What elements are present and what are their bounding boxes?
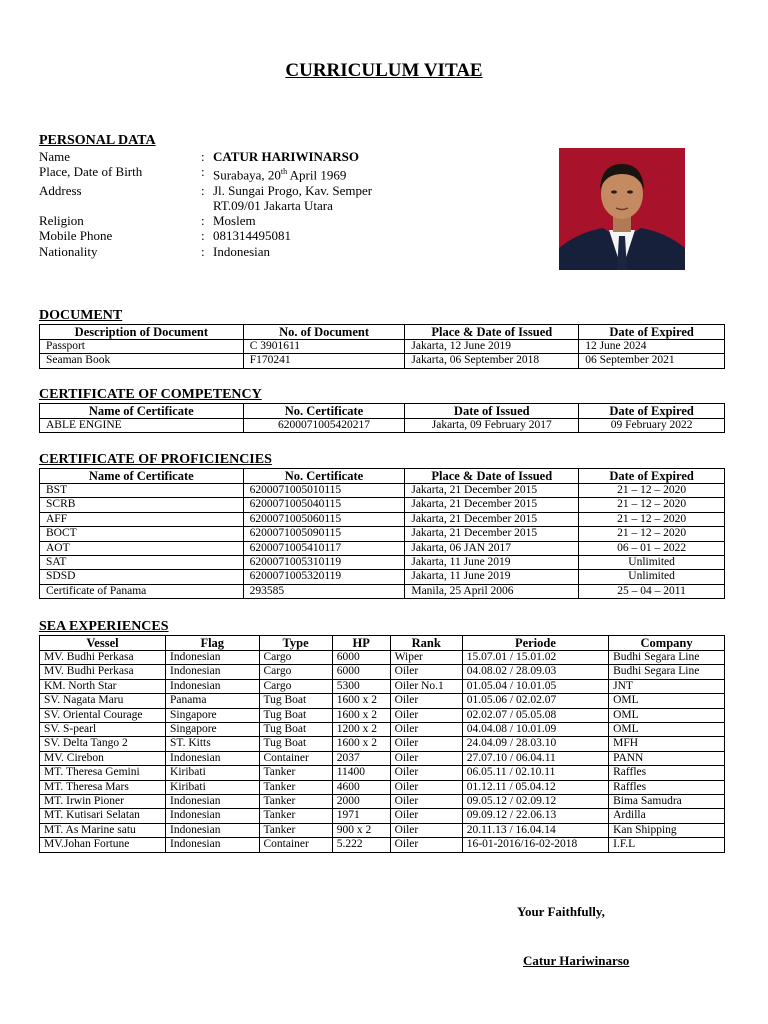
table-cell: 04.08.02 / 28.09.03 [462,665,608,679]
table-cell: 21 – 12 – 2020 [579,527,725,541]
table-cell: Ardilla [609,809,725,823]
table-cell: 06 – 01 – 2022 [579,541,725,555]
table-cell: Oiler [390,737,462,751]
table-cell: Cargo [259,679,332,693]
table-row [40,795,725,809]
person-portrait-icon [559,148,685,270]
table-cell: Oiler [390,795,462,809]
table-cell: Jakarta, 09 February 2017 [405,419,579,433]
closing-text: Your Faithfully, [517,904,605,919]
document-heading: DOCUMENT [39,308,123,323]
table-cell: 1971 [332,809,390,823]
sea-heading: SEA EXPERIENCES [39,619,169,634]
table-cell: Jakarta, 21 December 2015 [405,498,579,512]
table-cell: Tug Boat [259,737,332,751]
table-cell: PANN [609,751,725,765]
table-cell: Passport [40,340,244,354]
table-cell: Container [259,838,332,852]
value-phone: 081314495081 [213,228,291,244]
table-cell: 06.05.11 / 02.10.11 [462,766,608,780]
table-cell: 6200071005320119 [243,570,405,584]
table-cell: MT. Theresa Gemini [40,766,166,780]
table-cell: 09.05.12 / 02.09.12 [462,795,608,809]
personal-row-name: Name : CATUR HARIWINARSO [39,149,413,164]
col-header: HP [332,636,390,651]
table-cell: 5.222 [332,838,390,852]
table-cell: 2000 [332,795,390,809]
table-cell: 6200071005060115 [243,512,405,526]
table-cell: OML [609,708,725,722]
table-cell: SDSD [40,570,244,584]
col-header: Date of Issued [405,404,579,419]
col-header: No. Certificate [243,404,405,419]
table-header-row [40,325,725,340]
table-cell: Oiler No.1 [390,679,462,693]
table-cell: Indonesian [166,679,260,693]
table-cell: Oiler [390,751,462,765]
table-cell: KM. North Star [40,679,166,693]
table-row [40,498,725,512]
table-row [40,708,725,722]
table-cell: Kiribati [166,780,260,794]
table-row [40,584,725,598]
table-row [40,766,725,780]
table-cell: OML [609,694,725,708]
table-cell: Unlimited [579,570,725,584]
table-cell: Raffles [609,766,725,780]
table-cell: Jakarta, 11 June 2019 [405,570,579,584]
label-phone: Mobile Phone [39,228,113,244]
table-row [40,679,725,693]
table-cell: SV. Nagata Maru [40,694,166,708]
table-cell: Tanker [259,780,332,794]
col-header: Type [259,636,332,651]
profile-photo [559,148,685,270]
personal-row-birth: Place, Date of Birth : Surabaya, 20th April 1969 [39,164,413,183]
table-row [40,527,725,541]
document-table [39,324,725,369]
col-header: Date of Expired [579,325,725,340]
col-header: Place & Date of Issued [405,325,579,340]
table-cell: F170241 [243,354,405,368]
table-cell: 900 x 2 [332,823,390,837]
table-cell: 6200071005040115 [243,498,405,512]
table-row [40,484,725,498]
table-cell: 06 September 2021 [579,354,725,368]
table-cell: I.F.L [609,838,725,852]
table-cell: 1200 x 2 [332,723,390,737]
table-cell: MT. As Marine satu [40,823,166,837]
table-cell: SAT [40,556,244,570]
table-cell: 15.07.01 / 15.01.02 [462,651,608,665]
table-cell: Oiler [390,665,462,679]
table-cell: Cargo [259,665,332,679]
table-cell: Panama [166,694,260,708]
table-cell: 6200071005090115 [243,527,405,541]
table-row [40,838,725,852]
table-cell: Bima Samudra [609,795,725,809]
table-cell: C 3901611 [243,340,405,354]
table-cell: 21 – 12 – 2020 [579,484,725,498]
table-cell: Tug Boat [259,694,332,708]
table-cell: 4600 [332,780,390,794]
table-row [40,751,725,765]
table-row [40,556,725,570]
table-cell: Oiler [390,780,462,794]
table-cell: Tug Boat [259,723,332,737]
table-row [40,651,725,665]
table-cell: MV.Johan Fortune [40,838,166,852]
table-cell: BST [40,484,244,498]
table-cell: MV. Budhi Perkasa [40,665,166,679]
table-cell: MT. Theresa Mars [40,780,166,794]
table-row [40,809,725,823]
table-cell: Indonesian [166,665,260,679]
table-cell: 11400 [332,766,390,780]
table-cell: Oiler [390,838,462,852]
table-cell: 09 February 2022 [579,419,725,433]
table-cell: 293585 [243,584,405,598]
personal-row-religion: Religion : Moslem [39,213,413,228]
table-cell: 25 – 04 – 2011 [579,584,725,598]
table-cell: SV. S-pearl [40,723,166,737]
table-cell: Seaman Book [40,354,244,368]
table-cell: 21 – 12 – 2020 [579,512,725,526]
personal-data-heading: PERSONAL DATA [39,133,156,148]
col-header: Vessel [40,636,166,651]
table-cell: Indonesian [166,838,260,852]
table-cell: 01.12.11 / 05.04.12 [462,780,608,794]
table-cell: Wiper [390,651,462,665]
table-cell: Tanker [259,823,332,837]
sea-experience-table [39,635,725,853]
table-cell: 1600 x 2 [332,694,390,708]
col-header: Date of Expired [579,404,725,419]
table-cell: 01.05.04 / 10.01.05 [462,679,608,693]
coc-table [39,403,725,433]
page-title: CURRICULUM VITAE [285,60,483,81]
table-cell: Jakarta, 21 December 2015 [405,527,579,541]
table-row [40,541,725,555]
table-cell: SCRB [40,498,244,512]
table-cell: 6200071005310119 [243,556,405,570]
table-cell: 24.04.09 / 28.03.10 [462,737,608,751]
table-cell: 6200071005420217 [243,419,405,433]
value-name: CATUR HARIWINARSO [213,149,360,164]
table-cell: 02.02.07 / 05.05.08 [462,708,608,722]
col-header: Place & Date of Issued [405,469,579,484]
table-cell: Indonesian [166,795,260,809]
table-row [40,823,725,837]
table-cell: 21 – 12 – 2020 [579,498,725,512]
table-cell: Oiler [390,766,462,780]
table-cell: MV. Budhi Perkasa [40,651,166,665]
table-cell: Oiler [390,694,462,708]
table-cell: BOCT [40,527,244,541]
col-header: Name of Certificate [40,469,244,484]
table-cell: Indonesian [166,651,260,665]
table-cell: AFF [40,512,244,526]
table-cell: JNT [609,679,725,693]
table-cell: Kan Shipping [609,823,725,837]
value-religion: Moslem [213,213,256,229]
value-birth: Surabaya, 20th April 1969 [213,167,347,183]
table-cell: Oiler [390,723,462,737]
col-header: Rank [390,636,462,651]
table-cell: 6200071005010115 [243,484,405,498]
table-cell: Cargo [259,651,332,665]
table-cell: Jakarta, 06 September 2018 [405,354,579,368]
table-row [40,419,725,433]
table-cell: 16-01-2016/16-02-2018 [462,838,608,852]
table-row [40,570,725,584]
table-cell: 20.11.13 / 16.04.14 [462,823,608,837]
table-cell: Oiler [390,708,462,722]
col-header: No. of Document [243,325,405,340]
table-cell: 12 June 2024 [579,340,725,354]
table-cell: Budhi Segara Line [609,665,725,679]
value-address: Jl. Sungai Progo, Kav. Semper [213,182,373,198]
table-cell: Indonesian [166,823,260,837]
personal-row-address: Address : Jl. Sungai Progo, Kav. Semper [39,183,413,198]
table-cell: Kiribati [166,766,260,780]
table-cell: 01.05.06 / 02.02.07 [462,694,608,708]
table-cell: Indonesian [166,809,260,823]
label-birth: Place, Date of Birth [39,164,143,180]
table-cell: Jakarta, 21 December 2015 [405,484,579,498]
table-cell: Jakarta, 11 June 2019 [405,556,579,570]
table-cell: ST. Kitts [166,737,260,751]
label-address: Address [39,182,82,198]
table-cell: Jakarta, 21 December 2015 [405,512,579,526]
table-cell: Oiler [390,823,462,837]
col-header: Description of Document [40,325,244,340]
table-row [40,694,725,708]
table-row [40,780,725,794]
table-cell: Singapore [166,708,260,722]
cop-table [39,468,725,599]
value-nationality: Indonesian [213,243,271,259]
coc-heading: CERTIFICATE OF COMPETENCY [39,387,262,402]
table-cell: 04.04.08 / 10.01.09 [462,723,608,737]
table-header-row [40,469,725,484]
table-cell: Manila, 25 April 2006 [405,584,579,598]
table-cell: SV. Delta Tango 2 [40,737,166,751]
table-cell: Budhi Segara Line [609,651,725,665]
col-header: Periode [462,636,608,651]
table-cell: SV. Oriental Courage [40,708,166,722]
personal-data-block [39,149,413,259]
label-religion: Religion [39,213,84,229]
value-address-2: RT.09/01 Jakarta Utara [213,197,333,213]
table-cell: Certificate of Panama [40,584,244,598]
cop-heading: CERTIFICATE OF PROFICIENCIES [39,452,272,467]
table-cell: MV. Cirebon [40,751,166,765]
table-cell: OML [609,723,725,737]
table-cell: Jakarta, 06 JAN 2017 [405,541,579,555]
table-row [40,354,725,368]
table-cell: MT. Irwin Pioner [40,795,166,809]
table-cell: MT. Kutisari Selatan [40,809,166,823]
table-cell: Container [259,751,332,765]
table-cell: 5300 [332,679,390,693]
table-cell: Tanker [259,795,332,809]
table-cell: 6000 [332,651,390,665]
table-header-row [40,404,725,419]
table-cell: Tug Boat [259,708,332,722]
personal-row-phone: Mobile Phone : 081314495081 [39,228,413,243]
table-cell: Raffles [609,780,725,794]
table-header-row [40,636,725,651]
table-row [40,340,725,354]
table-cell: ABLE ENGINE [40,419,244,433]
personal-row-address-2 [39,198,413,213]
table-cell: Indonesian [166,751,260,765]
table-row [40,723,725,737]
table-cell: Oiler [390,809,462,823]
table-cell: 6000 [332,665,390,679]
table-cell: MFH [609,737,725,751]
signature-name: Catur Hariwinarso [523,953,630,968]
table-cell: Jakarta, 12 June 2019 [405,340,579,354]
table-cell: 27.07.10 / 06.04.11 [462,751,608,765]
table-cell: 1600 x 2 [332,737,390,751]
table-cell: Singapore [166,723,260,737]
table-row [40,665,725,679]
table-row [40,512,725,526]
col-header: No. Certificate [243,469,405,484]
col-header: Date of Expired [579,469,725,484]
table-cell: AOT [40,541,244,555]
table-cell: Tanker [259,766,332,780]
table-cell: 6200071005410117 [243,541,405,555]
label-nationality: Nationality [39,243,98,259]
label-name: Name [39,149,71,164]
table-cell: Tanker [259,809,332,823]
table-cell: Unlimited [579,556,725,570]
table-cell: 2037 [332,751,390,765]
col-header: Flag [166,636,260,651]
col-header: Name of Certificate [40,404,244,419]
col-header: Company [609,636,725,651]
table-cell: 1600 x 2 [332,708,390,722]
table-row [40,737,725,751]
personal-row-nationality: Nationality : Indonesian [39,244,413,259]
table-cell: 09.09.12 / 22.06.13 [462,809,608,823]
